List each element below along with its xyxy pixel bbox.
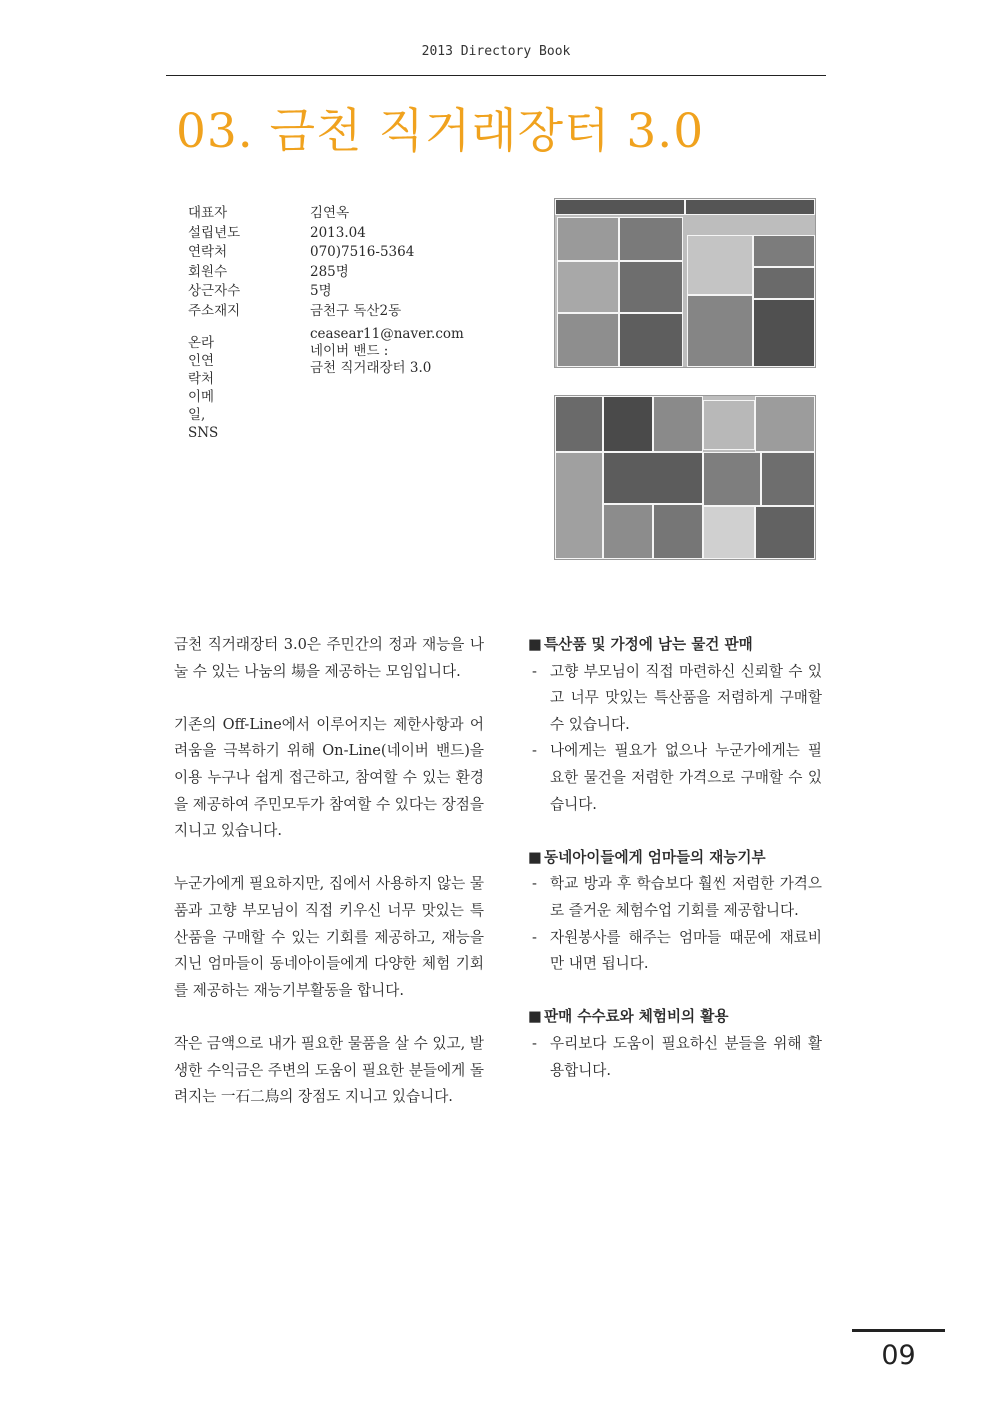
photo-cell [753, 299, 815, 367]
section-heading [526, 632, 822, 659]
info-value [310, 326, 464, 377]
list-item-text: 고향 부모님이 직접 마련하신 신뢰할 수 있고 너무 맛있는 특산품을 저렴하게 구매할 수 있습니다. [550, 662, 822, 733]
list-item [526, 1031, 822, 1084]
photo-cell [761, 452, 815, 506]
photo-cell [619, 217, 683, 261]
page-number: 09 [881, 1340, 916, 1371]
info-value: 2013.04 [310, 224, 366, 241]
section-heading-text: 동네아이들에게 엄마들의 재능기부 [544, 848, 766, 866]
list-item-text: 나에게는 필요가 없으나 누군가에게는 필요한 물건을 저렴한 가격으로 구매할 수 있습니다. [550, 742, 822, 813]
square-bullet-icon: ■ [528, 848, 542, 866]
list-item [526, 925, 822, 978]
info-key: 설립년도 [188, 224, 241, 241]
section-heading-text: 판매 수수료와 체험비의 활용 [544, 1008, 729, 1026]
photo-cell [653, 396, 703, 452]
photo-cell [555, 396, 603, 452]
square-bullet-icon: ■ [528, 636, 542, 653]
square-bullet-icon: ■ [528, 1008, 542, 1026]
photo-cell [557, 217, 619, 261]
paragraph: 누군가에게 필요하지만, 집에서 사용하지 않는 물품과 고향 부모님이 직접 키우신 너무 맛있는 특산품을 구매할 수 있는 기회를 제공하고, 재능을 지닌 엄마들이 동네아이들에게 다양한 체험 기회를 제공하는 재능기부활동을 합니다. [174, 875, 484, 999]
section-heading [526, 845, 822, 872]
photo-cell [755, 506, 815, 559]
photo-cell [687, 235, 753, 295]
sns-name: 금천 직거래장터 3.0 [310, 359, 432, 376]
activities-column [526, 632, 822, 1084]
sns-label: 네이버 밴드 : [310, 342, 389, 359]
paragraph: 기존의 Off-Line에서 이루어지는 제한사항과 어려움을 극복하기 위해 On-Line(네이버 밴드)을 이용 누구나 쉽게 접근하고, 참여할 수 있는 환경을 제공하여 주민모두가 참여할 수 있다는 장점을 지니고 있습니다. [174, 715, 484, 840]
list-item-text: 학교 방과 후 학습보다 훨씬 저렴한 가격으로 즐거운 체험수업 기회를 제공합니다. [550, 875, 822, 919]
list-item [526, 738, 822, 818]
photo-cell [619, 313, 683, 367]
list-item-text: 우리보다 도움이 필요하신 분들을 위해 활용합니다. [550, 1034, 822, 1079]
dash-marker: - [532, 1034, 537, 1052]
info-value: 285명 [310, 263, 349, 280]
list-item [526, 659, 822, 739]
section-heading [526, 1004, 822, 1031]
photo-cell [557, 313, 619, 367]
photo-cell [703, 400, 755, 450]
email-text: ceasear11@naver.com [310, 325, 464, 342]
dash-marker: - [532, 875, 537, 893]
photo-cell [653, 504, 703, 559]
photo-cell [603, 504, 653, 559]
dash-marker: - [532, 742, 537, 760]
page-title: 03. 금천 직거래장터 3.0 [176, 104, 705, 159]
children-activity-photo [554, 395, 816, 560]
intro-text-column [174, 632, 484, 1137]
photo-cell [557, 261, 619, 313]
online-key-line: 온라인연락처 [188, 334, 215, 387]
photo-cell [703, 452, 761, 506]
photo-cell [603, 452, 703, 504]
list-item [526, 871, 822, 924]
paragraph: 작은 금액으로 내가 필요한 물품을 살 수 있고, 발생한 수익금은 주변의 도움이 필요한 분들에게 돌려지는 一石二鳥의 장점도 지니고 있습니다. [174, 1034, 484, 1106]
info-value: 5명 [310, 283, 332, 300]
photo-cell [619, 261, 683, 313]
info-key: 연락처 [188, 244, 228, 261]
header-rule [166, 75, 826, 76]
market-app-photo [554, 198, 816, 368]
paragraph: 금천 직거래장터 3.0은 주민간의 정과 재능을 나눌 수 있는 나눔의 場을 제공하는 모임입니다. [174, 636, 484, 680]
photo-cell [703, 506, 755, 559]
photo-cell [687, 295, 753, 367]
info-value: 김연옥 [310, 205, 350, 221]
photo-cell [755, 396, 815, 452]
spacer [526, 818, 822, 845]
info-key [188, 334, 218, 442]
info-key: 상근자수 [188, 283, 241, 300]
photo-cell [555, 199, 685, 215]
info-value: 금천구 독산2동 [310, 302, 402, 319]
running-header: 2013 Directory Book [421, 44, 571, 59]
info-key: 대표자 [188, 205, 228, 221]
photo-cell [603, 396, 653, 452]
footer-rule [852, 1329, 945, 1332]
info-value: 070)7516-5364 [310, 244, 415, 261]
photo-cell [753, 267, 815, 299]
photo-cell [685, 199, 815, 215]
online-key-line: 이메일, SNS [188, 388, 219, 441]
dash-marker: - [532, 662, 537, 680]
photo-cell [753, 235, 815, 267]
info-key: 주소재지 [188, 302, 241, 319]
photo-cell [555, 452, 603, 559]
spacer [526, 978, 822, 1005]
info-key: 회원수 [188, 263, 228, 280]
dash-marker: - [532, 928, 537, 946]
section-heading-text: 특산품 및 가정에 남는 물건 판매 [544, 636, 753, 653]
list-item-text: 자원봉사를 해주는 엄마들 때문에 재료비만 내면 됩니다. [550, 928, 822, 973]
